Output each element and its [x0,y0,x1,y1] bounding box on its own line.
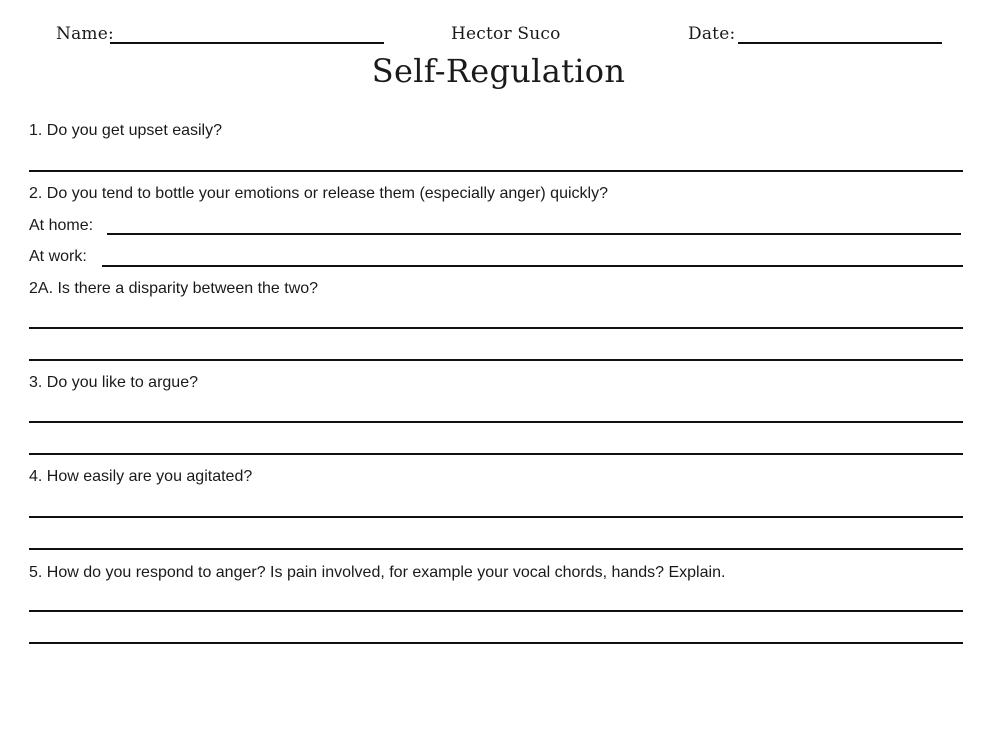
question-1: 1. Do you get upset easily? [29,122,223,139]
question-2a: 2A. Is there a disparity between the two? [29,280,319,297]
answer-line-3-2[interactable] [29,453,963,455]
question-4: 4. How easily are you agitated? [29,468,253,485]
date-label: Date: [688,24,736,44]
author-name: Hector Suco [451,24,561,44]
answer-line-3-1[interactable] [29,421,963,423]
name-label: Name: [56,24,114,44]
name-field[interactable] [110,42,384,44]
answer-line-2a-1[interactable] [29,327,963,329]
at-home-label: At home: [29,217,94,234]
answer-line-1[interactable] [29,170,963,172]
at-work-label: At work: [29,248,87,265]
answer-line-4-2[interactable] [29,548,963,550]
question-2: 2. Do you tend to bottle your emotions or release them (especially anger) quickly? [29,185,608,202]
worksheet-title: Self-Regulation [371,52,626,90]
answer-line-5-2[interactable] [29,642,963,644]
date-field[interactable] [738,42,942,44]
question-3: 3. Do you like to argue? [29,374,198,391]
at-work-answer-line[interactable] [102,265,963,267]
answer-line-4-1[interactable] [29,516,963,518]
answer-line-5-1[interactable] [29,610,963,612]
answer-line-2a-2[interactable] [29,359,963,361]
question-5: 5. How do you respond to anger? Is pain involved, for example your vocal chords, hands? Explain. [29,564,726,581]
at-home-answer-line[interactable] [107,233,961,235]
